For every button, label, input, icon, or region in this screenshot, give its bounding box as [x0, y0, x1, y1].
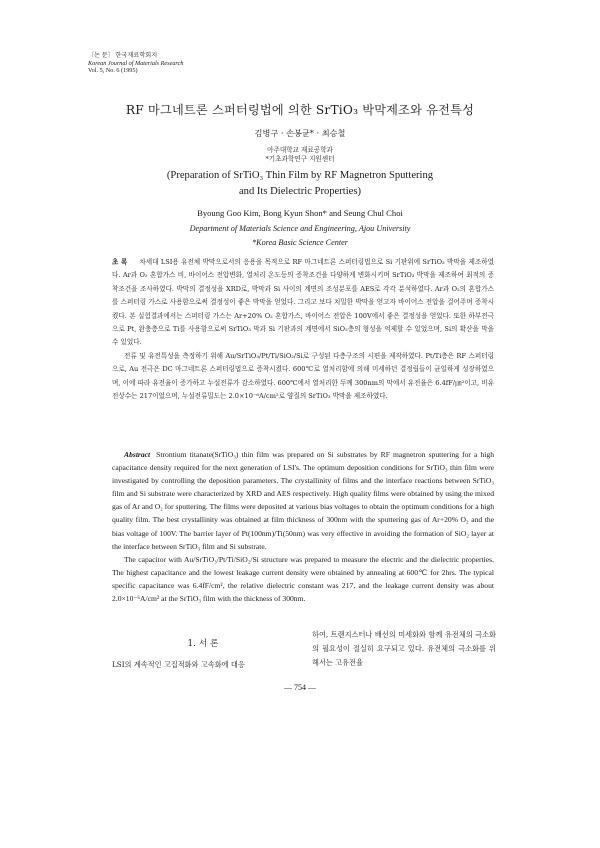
paper-title-english-line2: and Its Dielectric Properties)	[238, 186, 362, 197]
authors-english: Byoung Goo Kim, Bong Kyun Shon* and Seung Chul Choi	[197, 208, 403, 218]
affiliation-english	[0, 222, 600, 249]
section-title-introduction: 1. 서 론	[187, 639, 219, 649]
affiliation-english-line2: *Korea Basic Science Center	[252, 237, 348, 247]
journal-header	[88, 52, 288, 75]
page-number: — 754 —	[284, 683, 316, 692]
affiliation-korean-line2: *기초과학연구 지원센터	[265, 155, 335, 164]
abstract-korean-para1	[112, 256, 494, 350]
abstract-korean-para1-text: 차세대 LSI용 유전체 박막으로서의 응용을 목적으로 RF 마그네트론 스퍼터링법으로 Si 기판위에 SrTiO₃ 박막을 제조하였다. Ar과 O₂ 혼합가스 비, 바이어스 전압변화, 열처리 온도등의 증착조건을 다양하게 변화시키며 SrTiO₃ 박막을 제조하여 최적의 증착조건을 조사하였다. 박막의 결정성을 XRD로, 박막과 Si 사이의 계면의 조성분포를 AES로 각각 분석하였다. Ar과 O₂의 혼합가스를 스퍼터링 가스로 사용함으로써 결정성이 좋은 박막을 얻었다. 그리고 보다 치밀한 박막을 얻고자 바이어스 전압을 걸어주며 증착시켰다. 본 실험결과에서는 스퍼터링 가스는 Ar+20% O₂ 혼합가스, 바이어스 전압은 100V에서 좋은 결정성을 얻었다. 또한 하부전극으로 Pt, 완충층으로 Ti를 사용함으로써 SrTiO₃ 막과 Si 기판과의 계면에서 SiO₂층의 형성을 억제할 수 있었으며, Si의 확산을 막을 수 있었다.	[112, 258, 494, 347]
authors-korean: 김병구 · 손봉균* · 최승철	[254, 128, 346, 138]
paper-title-english	[0, 168, 600, 200]
abstract-english-label: Abstract	[124, 450, 151, 459]
abstract-korean-para2: 전류 및 유전특성을 측정하기 위해 Au/SrTiO₃/Pt/Ti/SiO₂/Si로 구성된 다층구조의 시편을 제작하였다. Pt/Ti층은 RF 스퍼터링으로, Au 전극은 DC 마그네트론 스퍼터링법으로 증착시켰다. 600℃로 열처리함에 의해 미세하던 결정립들이 균일하게 성장하였으며, 이에 따라 유전율이 증가하고 누설전류가 감소하였다. 600℃에서 열처리한 두께 300nm의 막에서 유전율은 6.4fF/㎛²이고, 비유전상수는 217이었으며, 누설전류밀도는 2.0×10⁻⁶A/cm²로 양질의 SrTiO₃ 박막을 제조하였다.	[112, 351, 494, 401]
abstract-english	[112, 448, 494, 605]
introduction-left-text: LSI의 계속적인 고집적화와 고속화에 대응	[112, 660, 245, 669]
body-right-column	[312, 628, 496, 670]
abstract-korean	[112, 256, 494, 403]
abstract-english-para2: The capacitor with Au/SrTiO₃/Pt/Ti/SiO₂/Si structure was prepared to measure the electric and the dielectric properties. The highest capacitance and the lowest leakage current density were obtained by annealing at 600℃ for 2hrs. The typical specific capacitance was 6.4fF/cm², the relative dielectric constant was 217, and the leakage current density was about 2.0×10⁻⁶A/cm² at the SrTiO₃ film with the thickness of 300nm.	[112, 554, 494, 604]
journal-header-line1: 〔논 문〕 한국재료학회지	[88, 52, 158, 59]
affiliation-korean-line1: 아주대학교 재료공학과	[267, 146, 333, 154]
affiliation-english-line1: Department of Materials Science and Engineering, Ajou University	[189, 224, 411, 233]
journal-header-line3: Vol. 5, No. 6 (1995)	[88, 67, 138, 75]
introduction-right-text: 하여, 트랜지스터나 배선의 미세화와 함께 유전체의 극소화의 필요성이 절실히 요구되고 있다. 유전체의 극소화를 위해서는 고유전율	[312, 630, 496, 667]
abstract-korean-label: 초 록	[112, 258, 128, 266]
journal-header-line2: Korean Journal of Materials Research	[88, 59, 184, 67]
abstract-english-para1-text: Strontium titanate(SrTiO₃) thin film was prepared on Si substrates by RF magnetron sputtering for a high capacitance density required for the next generation of LSI's. The optimum deposition conditions for SrTiO₃ thin film were investigated by controlling the deposition parameters. The crystallinity of films and the interface reactions between SrTiO₃ film and Si substrate were characterized by XRD and AES respectively. High quality films were obtained by using the mixed gas of Ar and O₂ for sputtering. The films were deposited at various bias voltages to obtain the optimum conditions for a high quality film. The best crystallinity was obtained at film thickness of 300nm with the sputtering gas of Ar+20% O₂ and the bias voltage of 100V. The barrier layer of Pt(100nm)/Ti(50nm) was very effective in avoiding the formation of SiO₂ layer at the interface between SrTiO₃ film and Si substrate.	[112, 450, 494, 551]
paper-title-korean: RF 마그네트론 스퍼터링법에 의한 SrTiO₃ 박막제조와 유전특성	[125, 103, 475, 117]
paper-title-english-line1: (Preparation of SrTiO₃ Thin Film by RF Magnetron Sputtering	[166, 170, 434, 181]
body-left-column	[112, 636, 294, 671]
abstract-english-para1	[112, 448, 494, 553]
affiliation-korean	[0, 146, 600, 165]
